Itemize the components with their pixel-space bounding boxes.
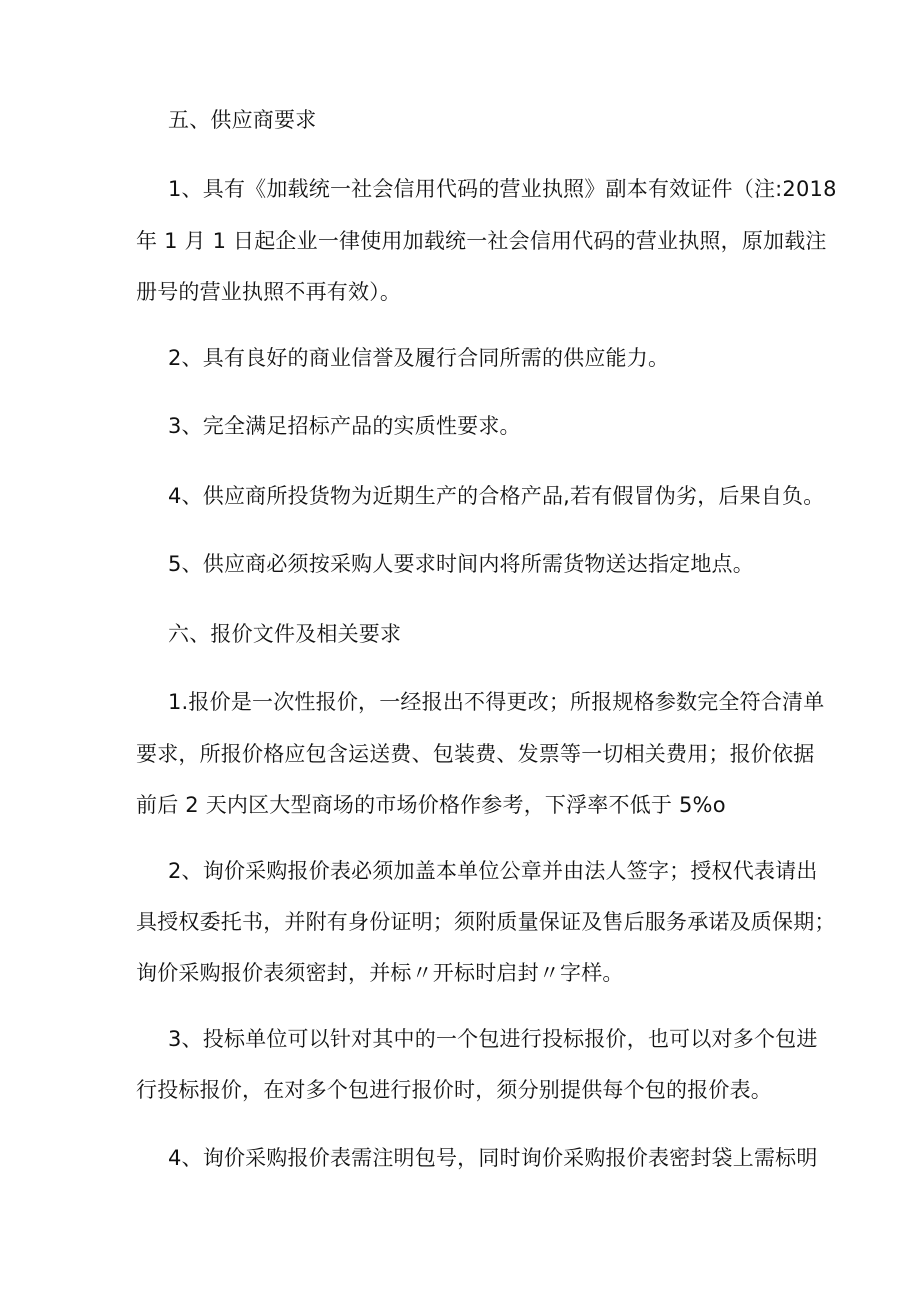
section-5-heading: 五、供应商要求: [168, 108, 317, 132]
s6-item3-line1: 3、投标单位可以针对其中的一个包进行投标报价，也可以对多个包进: [168, 1027, 818, 1051]
s5-item5: 5、供应商必须按采购人要求时间内将所需货物送达指定地点。: [168, 552, 754, 576]
s6-item1-line2: 要求，所报价格应包含运送费、包装费、发票等一切相关费用；报价依据: [136, 742, 815, 766]
s6-item4-line1: 4、询价采购报价表需注明包号，同时询价采购报价表密封袋上需标明: [168, 1146, 818, 1170]
s6-item2-line2: 具授权委托书，并附有身份证明；须附质量保证及售后服务承诺及质保期；: [136, 910, 836, 934]
s5-item3: 3、完全满足招标产品的实质性要求。: [168, 414, 521, 438]
s5-item4: 4、供应商所投货物为近期生产的合格产品,若有假冒伪劣，后果自负。: [168, 484, 825, 508]
s6-item1-line3: 前后 2 天内区大型商场的市场价格作参考，下浮率不低于 5%o: [136, 793, 726, 817]
s5-item2: 2、具有良好的商业信誉及履行合同所需的供应能力。: [168, 346, 670, 370]
s6-item1-line1: 1.报价是一次性报价，一经报出不得更改；所报规格参数完全符合清单: [168, 690, 825, 714]
s5-item1-line1: 1、具有《加载统一社会信用代码的营业执照》副本有效证件（注:2018: [168, 177, 837, 201]
s6-item2-line1: 2、询价采购报价表必须加盖本单位公章并由法人签字；授权代表请出: [168, 859, 818, 883]
s5-item1-line3: 册号的营业执照不再有效）。: [136, 280, 402, 304]
s6-item3-line2: 行投标报价，在对多个包进行报价时，须分别提供每个包的报价表。: [136, 1078, 772, 1102]
s6-item2-line3: 询价采购报价表须密封，并标〃开标时启封〃字样。: [136, 961, 624, 985]
section-6-heading: 六、报价文件及相关要求: [168, 622, 402, 646]
s5-item1-line2: 年 1 月 1 日起企业一律使用加载统一社会信用代码的营业执照，原加载注: [136, 229, 827, 253]
